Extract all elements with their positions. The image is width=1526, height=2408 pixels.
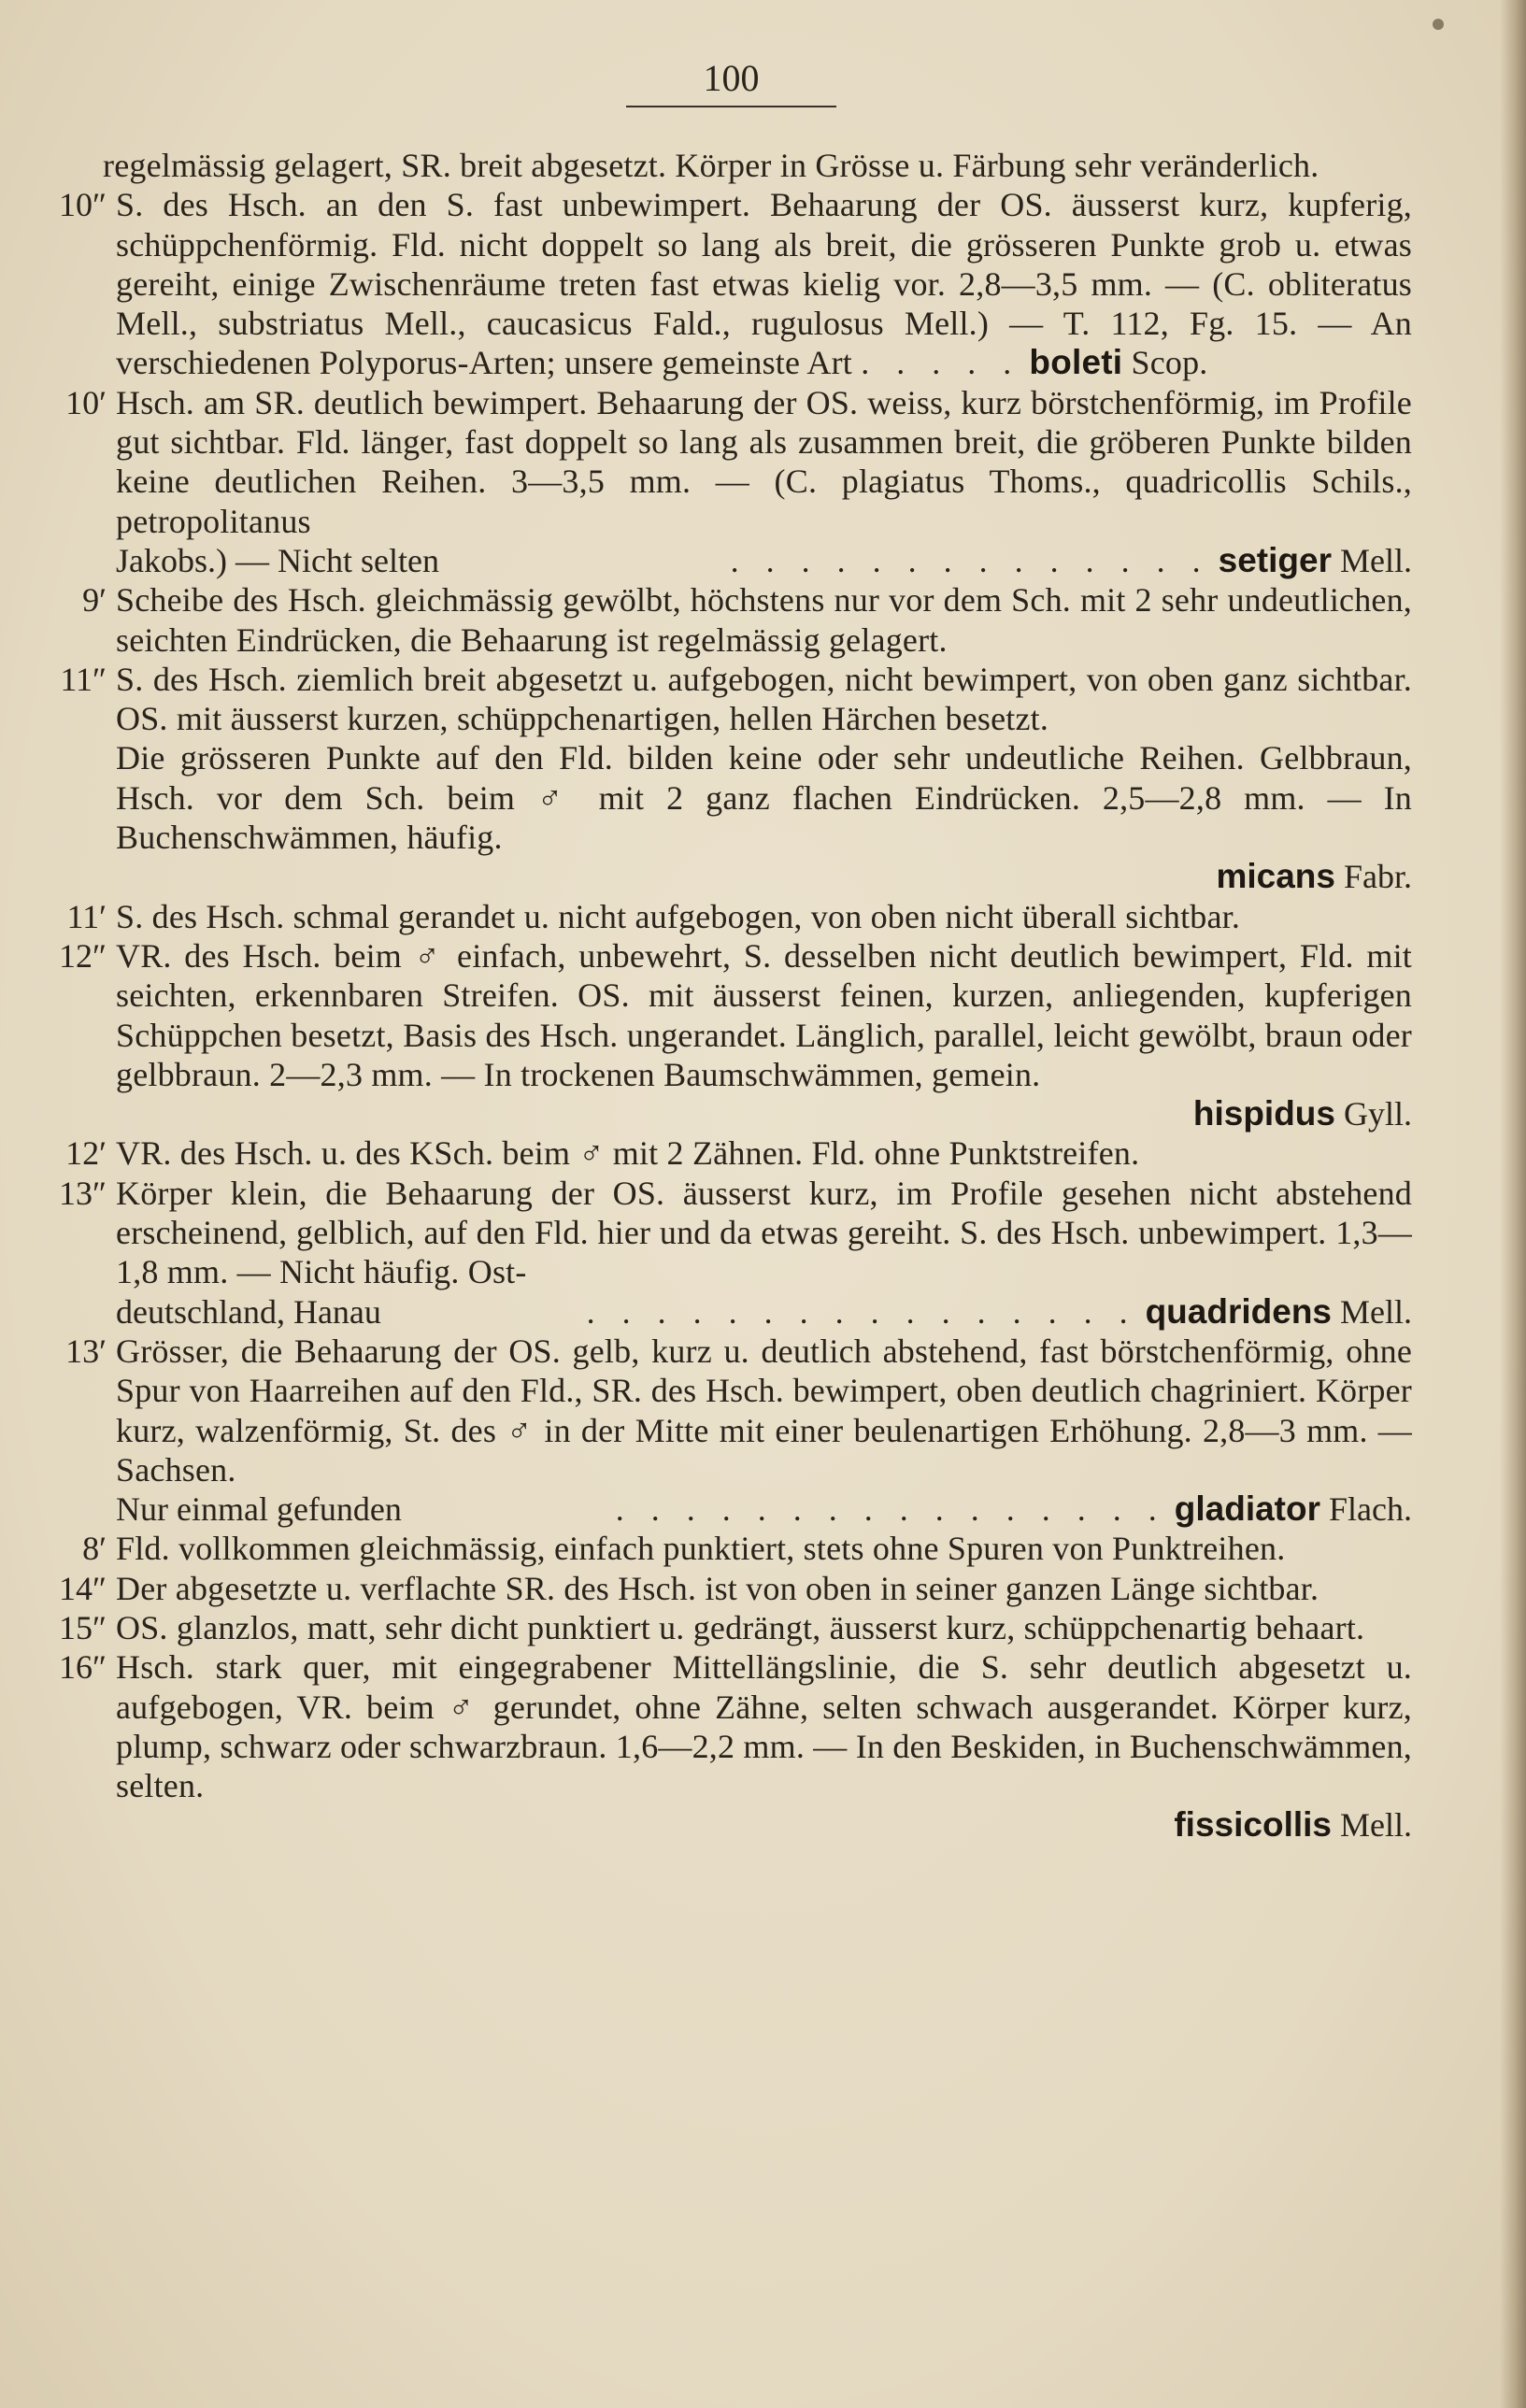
key-entry — [43, 1133, 1412, 1173]
entry-text: Hsch. stark quer, mit eingegrabener Mittellängslinie, die S. sehr deutlich abgesetzt u. aufgebogen, VR. beim ♂ gerundet, ohne Zähne, selten schwach ausgerandet. Körper kurz, plump, schwarz oder schwarzbraun. 1,6—2,2 mm. — In den Beskiden, in Buchenschwämmen, selten. — [116, 1648, 1412, 1805]
entry-text: VR. des Hsch. u. des KSch. beim ♂ mit 2 Zähnen. Fld. ohne Punktstreifen. — [116, 1134, 1140, 1173]
couplet-number: 10′ — [65, 383, 107, 421]
couplet-number: 13″ — [59, 1174, 107, 1212]
entry-text: Die grösseren Punkte auf den Fld. bilden keine oder sehr undeutliche Reihen. Gelbbraun, Hsch. vor dem Sch. beim ♂ mit 2 ganz flachen Eindrücken. 2,5—2,8 mm. — In Buchenschwämmen, häufig. — [116, 739, 1412, 857]
entry-text: OS. glanzlos, matt, sehr dicht punktiert u. gedrängt, äusserst kurz, schüppchenartig behaart. — [116, 1608, 1365, 1646]
species-line-lead: Nur einmal gefunden — [116, 1490, 402, 1529]
species-name: micans — [1216, 857, 1335, 896]
species-author: Fabr. — [1343, 858, 1412, 896]
entry-text — [116, 185, 1412, 382]
entry-text: regelmässig gelagert, SR. breit abgesetzt. Körper in Grösse u. Färbung sehr veränderlich. — [103, 147, 1319, 184]
key-entry — [43, 185, 1412, 382]
entry-text: Der abgesetzte u. verflachte SR. des Hsch. ist von oben in seiner ganzen Länge sichtbar. — [116, 1569, 1319, 1607]
couplet-number: 11′ — [66, 897, 107, 935]
couplet-number: 15″ — [59, 1608, 107, 1646]
species-name: hispidus — [1192, 1094, 1335, 1133]
couplet-number: 11″ — [60, 660, 107, 698]
species-line-lead: deutschland, Hanau — [116, 1292, 381, 1331]
species-line — [116, 1489, 1412, 1529]
couplet-number: 12″ — [59, 936, 107, 975]
couplet-number: 8′ — [82, 1530, 107, 1568]
page-header — [626, 56, 836, 107]
entry-text: S. des Hsch. ziemlich breit abgesetzt u. aufgebogen, nicht bewimpert, von oben ganz sichtbar. OS. mit äusserst kurzen, schüppchenartigen, hellen Härchen besetzt. — [116, 660, 1412, 738]
key-entry — [43, 146, 1412, 185]
species-author: Mell. — [1340, 1806, 1412, 1845]
key-entry — [43, 1174, 1412, 1332]
key-entry — [43, 1569, 1412, 1608]
entry-text: Fld. vollkommen gleichmässig, einfach punktiert, stets ohne Spuren von Punktreihen. — [116, 1530, 1286, 1568]
species-author: Gyll. — [1343, 1095, 1412, 1133]
couplet-number: 13′ — [65, 1332, 107, 1370]
page-number: 100 — [703, 57, 760, 99]
couplet-number: 9′ — [82, 581, 107, 620]
key-entry — [43, 936, 1412, 1133]
species-name: quadridens — [1145, 1291, 1332, 1331]
entry-text: Scheibe des Hsch. gleichmässig gewölbt, höchstens nur vor dem Sch. mit 2 sehr undeutlichen, seichten Eindrücken, die Behaarung ist regelmässig gelagert. — [116, 581, 1412, 659]
species-author: Scop. — [1131, 344, 1208, 382]
species-author: Flach. — [1329, 1490, 1412, 1529]
species-name: boleti — [1029, 343, 1123, 382]
key-text — [43, 146, 1412, 1845]
couplet-number: 12′ — [65, 1134, 107, 1173]
key-entry — [43, 1608, 1412, 1647]
couplet-number: 14″ — [59, 1569, 107, 1607]
couplet-number: 10″ — [59, 186, 107, 224]
key-entry — [43, 897, 1412, 936]
key-entry — [43, 580, 1412, 660]
species-author: Mell. — [1340, 541, 1412, 579]
species-line — [116, 541, 1412, 580]
species-line — [116, 857, 1412, 896]
entry-text-body: S. des Hsch. an den S. fast unbewimpert. Behaarung der OS. äusserst kurz, kupferig, schüppchenförmig. Fld. nicht doppelt so lang als breit, die grösseren Punkte grob u. etwas gereiht, einige Zwischenräume treten fast etwas kielig vor. 2,8—3,5 mm. — (C. obliteratus Mell., substriatus Mell., caucasicus Fald., rugulosus Mell.) — T. 112, Fg. 15. — An verschiedenen Polyporus-Arten; unsere gemeinste Art — [116, 186, 1412, 382]
entry-text: VR. des Hsch. beim ♂ einfach, unbewehrt, S. desselben nicht deutlich bewimpert, Fld. mit seichten, erkennbaren Streifen. OS. mit äusserst feinen, kurzen, anliegenden, kupferigen Schüppchen besetzt, Basis des Hsch. ungerandet. Länglich, parallel, leicht gewölbt, braun oder gelbbraun. 2—2,3 mm. — In trockenen Baumschwämmen, gemein. — [116, 936, 1412, 1093]
key-entry — [43, 738, 1412, 896]
species-line — [116, 1292, 1412, 1332]
entry-text: Körper klein, die Behaarung der OS. äusserst kurz, im Profile gesehen nicht abstehend erscheinend, gelblich, auf den Fld. hier und da etwas gereiht. S. des Hsch. unbewimpert. 1,3—1,8 mm. — Nicht häufig. Ost- — [116, 1174, 1412, 1291]
leader-dots: . . . . . . . . . . . . . . . . — [586, 1292, 1137, 1331]
species-name: setiger — [1218, 540, 1332, 579]
page-edge-shadow — [1500, 0, 1526, 2408]
key-entry — [43, 1332, 1412, 1529]
species-name: fissicollis — [1174, 1805, 1332, 1845]
key-entry — [43, 1647, 1412, 1845]
key-entry — [43, 660, 1412, 739]
species-line — [116, 1805, 1412, 1845]
leader-dots: . . . . . — [861, 344, 1021, 382]
couplet-number: 16″ — [59, 1648, 107, 1687]
entry-text: S. des Hsch. schmal gerandet u. nicht aufgebogen, von oben nicht überall sichtbar. — [116, 897, 1241, 935]
key-entry — [43, 1529, 1412, 1568]
entry-text: Hsch. am SR. deutlich bewimpert. Behaarung der OS. weiss, kurz börstchenförmig, im Profile gut sichtbar. Fld. länger, fast doppelt so lang als zusammen breit, die gröberen Punkte bilden keine deutlichen Reihen. 3—3,5 mm. — (C. plagiatus Thoms., quadricollis Schils., petropolitanus — [116, 383, 1412, 540]
leader-dots: . . . . . . . . . . . . . . . . — [615, 1490, 1166, 1529]
species-name: gladiator — [1174, 1489, 1321, 1529]
ink-spot — [1433, 19, 1444, 30]
key-entry — [43, 383, 1412, 580]
species-line-lead: Jakobs.) — Nicht selten — [116, 541, 439, 579]
entry-text: Grösser, die Behaarung der OS. gelb, kurz u. deutlich abstehend, fast börstchenförmig, ohne Spur von Haarreihen auf den Fld., SR. des Hsch. bewimpert, oben deutlich chagriniert. Körper kurz, walzenförmig, St. des ♂ in der Mitte mit einer beulenartigen Erhöhung. 2,8—3 mm. — Sachsen. — [116, 1332, 1412, 1489]
leader-dots: . . . . . . . . . . . . . . — [730, 541, 1210, 579]
species-line — [116, 1094, 1412, 1133]
species-author: Mell. — [1340, 1292, 1412, 1331]
